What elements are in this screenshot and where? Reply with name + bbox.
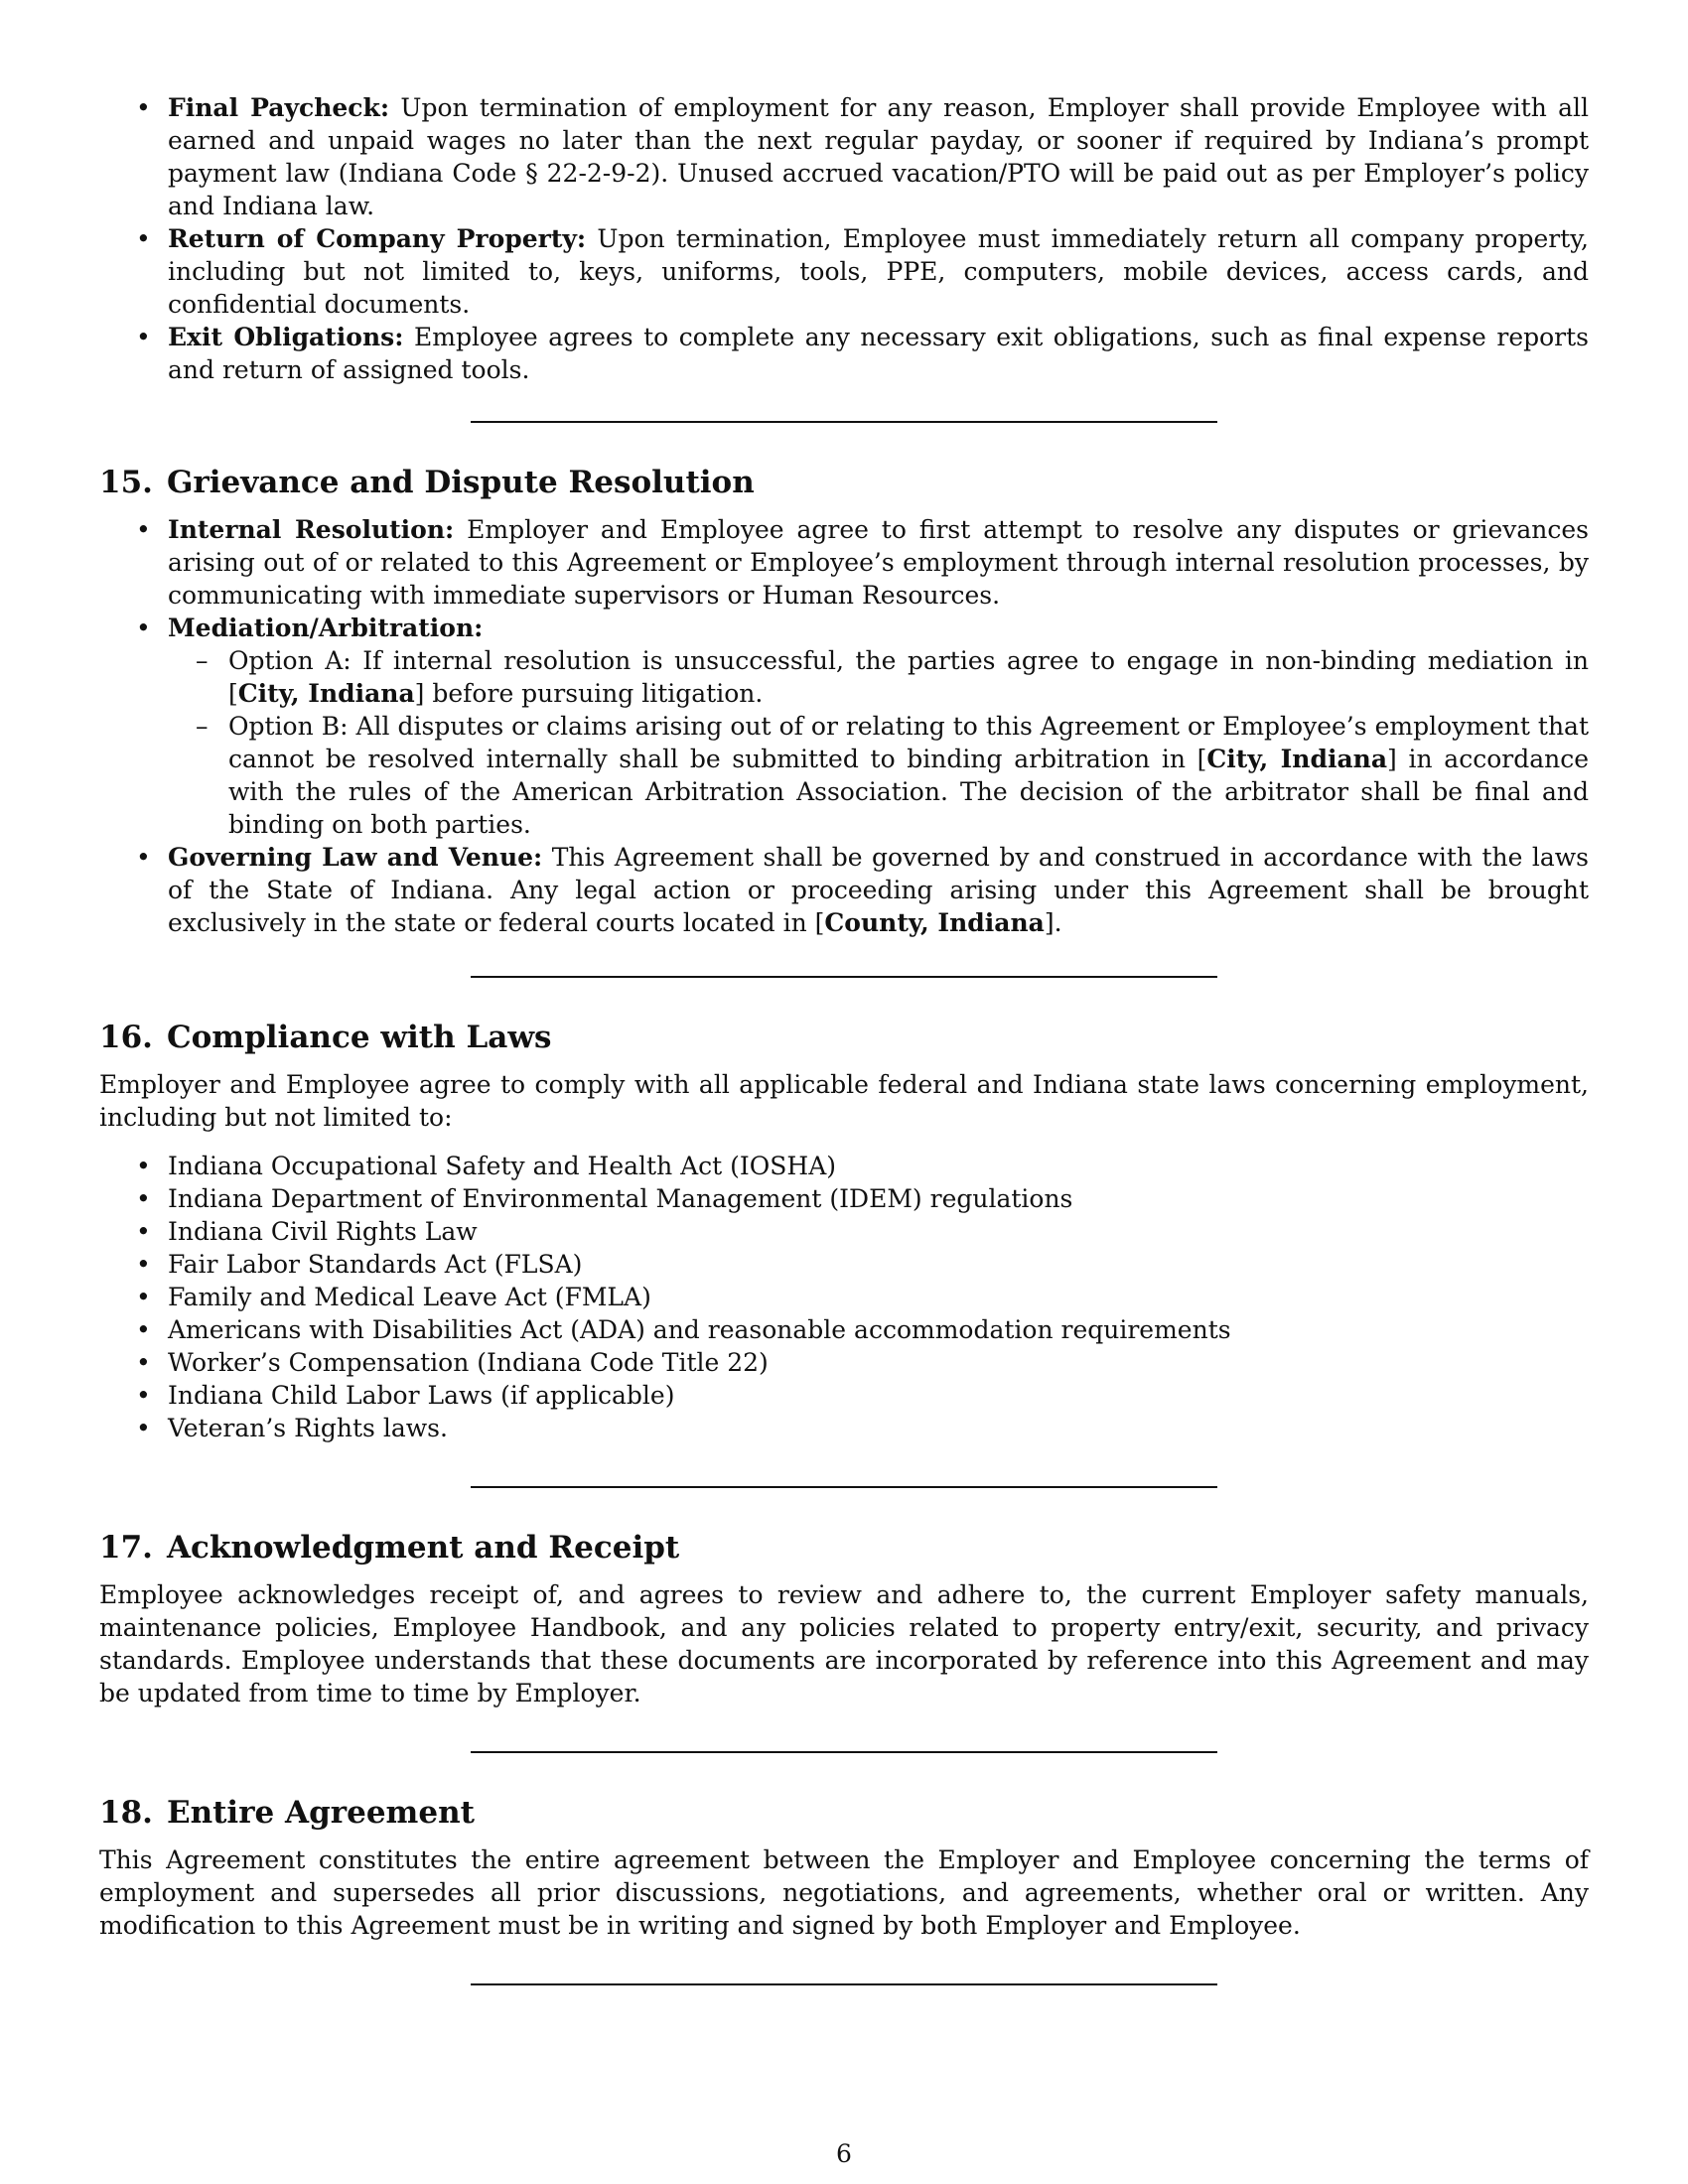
item-label: Governing Law and Venue: bbox=[168, 843, 543, 872]
option-b: – Option B: All disputes or claims arising out of or relating to this Agreement or Employee’s employment that cannot be resolved internally shall be submitted to binding arbitration in [City, Indiana] in accordance with the rules of the American Arbitration Association. The decision of the arbitrator shall be final and binding on both parties. bbox=[168, 710, 1589, 841]
page-number: 6 bbox=[836, 2139, 852, 2168]
list-item bbox=[99, 612, 1589, 841]
placeholder-field: City, Indiana bbox=[1206, 745, 1388, 773]
section-divider bbox=[471, 976, 1217, 978]
section-divider bbox=[471, 1983, 1217, 1985]
arbitration-options bbox=[168, 644, 1589, 841]
section-divider bbox=[471, 421, 1217, 423]
section-heading-16 bbox=[99, 1018, 1589, 1057]
placeholder-field: County, Indiana bbox=[824, 908, 1045, 937]
section-title: Acknowledgment and Receipt bbox=[166, 1530, 680, 1566]
list-item bbox=[99, 91, 1589, 222]
document-page bbox=[99, 91, 1589, 1985]
list-item: • Veteran’s Rights laws. bbox=[99, 1412, 1589, 1444]
item-text: Upon termination, Employee must immediately return all company property, including but not limited to, keys, uniforms, tools, PPE, computers, mobile devices, access cards, and confidential documents. bbox=[168, 224, 1589, 319]
dispute-resolution-list bbox=[99, 513, 1589, 939]
list-item bbox=[99, 513, 1589, 612]
placeholder-field: City, Indiana bbox=[237, 679, 415, 708]
list-item bbox=[99, 222, 1589, 321]
item-text: Employee agrees to complete any necessary exit obligations, such as final expense reports and return of assigned tools. bbox=[168, 323, 1589, 384]
item-label: Internal Resolution: bbox=[168, 515, 455, 544]
section-title: Grievance and Dispute Resolution bbox=[166, 465, 755, 500]
section-number: 15. bbox=[99, 465, 153, 500]
section-heading-15 bbox=[99, 463, 1589, 502]
list-item: • Governing Law and Venue: This Agreement shall be governed by and construed in accordance with the laws of the State of Indiana. Any legal action or proceeding arising under this Agreement shall be brought exclusively in the state or federal courts located in [County, Indiana]. bbox=[99, 841, 1589, 939]
section-body: Employee acknowledges receipt of, and agrees to review and adhere to, the current Employer safety manuals, maintenance policies, Employee Handbook, and any policies related to property entry/exit, security, and privacy standards. Employee understands that these documents are incorporated by reference into this Agreement and may be updated from time to time by Employer. bbox=[99, 1580, 1589, 1707]
laws-list bbox=[99, 1150, 1589, 1444]
item-label: Exit Obligations: bbox=[168, 323, 404, 351]
section-heading-18 bbox=[99, 1793, 1589, 1833]
section-intro: Employer and Employee agree to comply with all applicable federal and Indiana state laws concerning employment, including but not limited to: bbox=[99, 1070, 1589, 1132]
section-divider bbox=[471, 1751, 1217, 1753]
section-heading-17 bbox=[99, 1528, 1589, 1568]
list-item: • Indiana Child Labor Laws (if applicable) bbox=[99, 1379, 1589, 1412]
section-number: 17. bbox=[99, 1530, 153, 1566]
termination-list bbox=[99, 91, 1589, 386]
list-item: • Worker’s Compensation (Indiana Code Title 22) bbox=[99, 1346, 1589, 1379]
option-a: – Option A: If internal resolution is unsuccessful, the parties agree to engage in non-binding mediation in [City, Indiana] before pursuing litigation. bbox=[168, 644, 1589, 710]
section-number: 16. bbox=[99, 1020, 153, 1055]
item-text: Upon termination of employment for any reason, Employer shall provide Employee with all earned and unpaid wages no later than the next regular payday, or sooner if required by Indiana’s prompt payment law (Indiana Code § 22-2-9-2). Unused accrued vacation/PTO will be paid out as per Employer’s policy and Indiana law. bbox=[168, 93, 1589, 220]
item-label: Return of Company Property: bbox=[168, 224, 587, 253]
item-text: Employer and Employee agree to first attempt to resolve any disputes or grievances arising out of or related to this Agreement or Employee’s employment through internal resolution processes, by communicating with immediate supervisors or Human Resources. bbox=[168, 515, 1589, 610]
section-title: Compliance with Laws bbox=[166, 1020, 552, 1055]
list-item: • Indiana Occupational Safety and Health Act (IOSHA) bbox=[99, 1150, 1589, 1182]
list-item bbox=[99, 321, 1589, 386]
section-divider bbox=[471, 1486, 1217, 1488]
section-body: This Agreement constitutes the entire agreement between the Employer and Employee concerning the terms of employment and supersedes all prior discussions, negotiations, and agreements, whether oral or written. Any modification to this Agreement must be in writing and signed by both Employer and Employee. bbox=[99, 1845, 1589, 1940]
list-item: • Family and Medical Leave Act (FMLA) bbox=[99, 1281, 1589, 1313]
list-item: • Indiana Civil Rights Law bbox=[99, 1215, 1589, 1248]
section-title: Entire Agreement bbox=[166, 1795, 475, 1831]
item-label: Final Paycheck: bbox=[168, 93, 390, 122]
list-item: • Indiana Department of Environmental Management (IDEM) regulations bbox=[99, 1182, 1589, 1215]
list-item: • Americans with Disabilities Act (ADA) and reasonable accommodation requirements bbox=[99, 1313, 1589, 1346]
section-number: 18. bbox=[99, 1795, 153, 1831]
list-item: • Fair Labor Standards Act (FLSA) bbox=[99, 1248, 1589, 1281]
item-label: Mediation/Arbitration: bbox=[168, 614, 484, 642]
